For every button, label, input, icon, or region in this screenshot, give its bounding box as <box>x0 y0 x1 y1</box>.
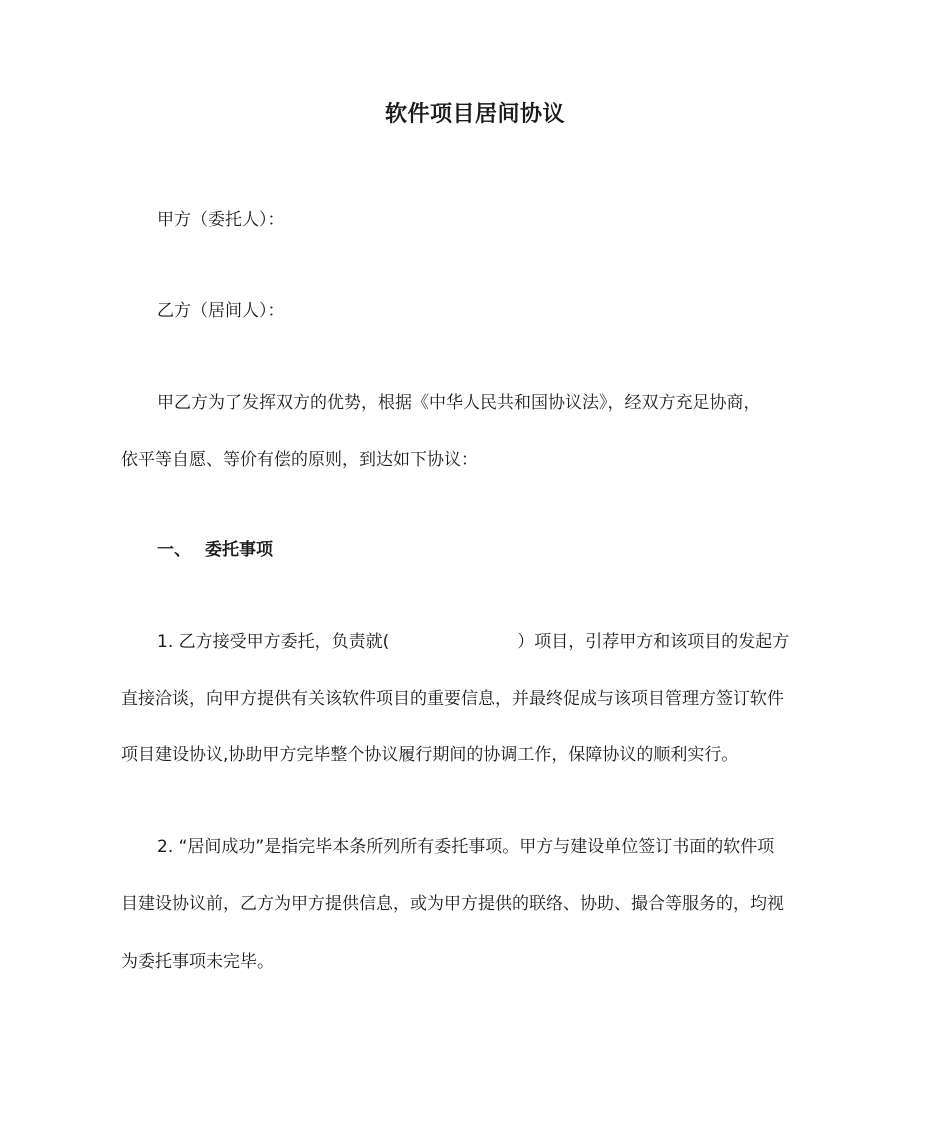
clause-1-part-2: ）项目，引荐甲方和该项目的发起方 <box>517 632 790 652</box>
clause-2-line-3: 为委托事项未完毕。 <box>121 952 274 972</box>
clause-1-line-3: 项目建设协议,协助甲方完毕整个协议履行期间的协调工作，保障协议的顺利实行。 <box>121 745 739 765</box>
clause-2-line-2: 目建设协议前，乙方为甲方提供信息，或为甲方提供的联络、协助、撮合等服务的，均视 <box>121 894 784 914</box>
clause-1-line-2: 直接洽谈，向甲方提供有关该软件项目的重要信息，并最终促成与该项目管理方签订软件 <box>121 689 784 709</box>
party-b-label: 乙方（居间人）： <box>157 301 285 321</box>
document-title: 软件项目居间协议 <box>384 102 565 127</box>
section-title: 委托事项 <box>205 540 273 560</box>
clause-1-line-1 <box>157 630 789 654</box>
section-number: 一、 <box>157 540 191 560</box>
clause-2-line-1: 2. “居间成功”是指完毕本条所列所有委托事项。甲方与建设单位签订书面的软件项 <box>157 837 775 857</box>
party-a-label: 甲方（委托人）： <box>157 210 285 230</box>
clause-1-part-1: 1. 乙方接受甲方委托，负责就( <box>157 632 390 652</box>
intro-line-1: 甲乙方为了发挥双方的优势，根据《中华人民共和国协议法》，经双方充足协商， <box>157 393 761 413</box>
section-heading <box>157 538 273 562</box>
intro-line-2: 依平等自愿、等价有偿的原则，到达如下协议： <box>121 450 478 470</box>
